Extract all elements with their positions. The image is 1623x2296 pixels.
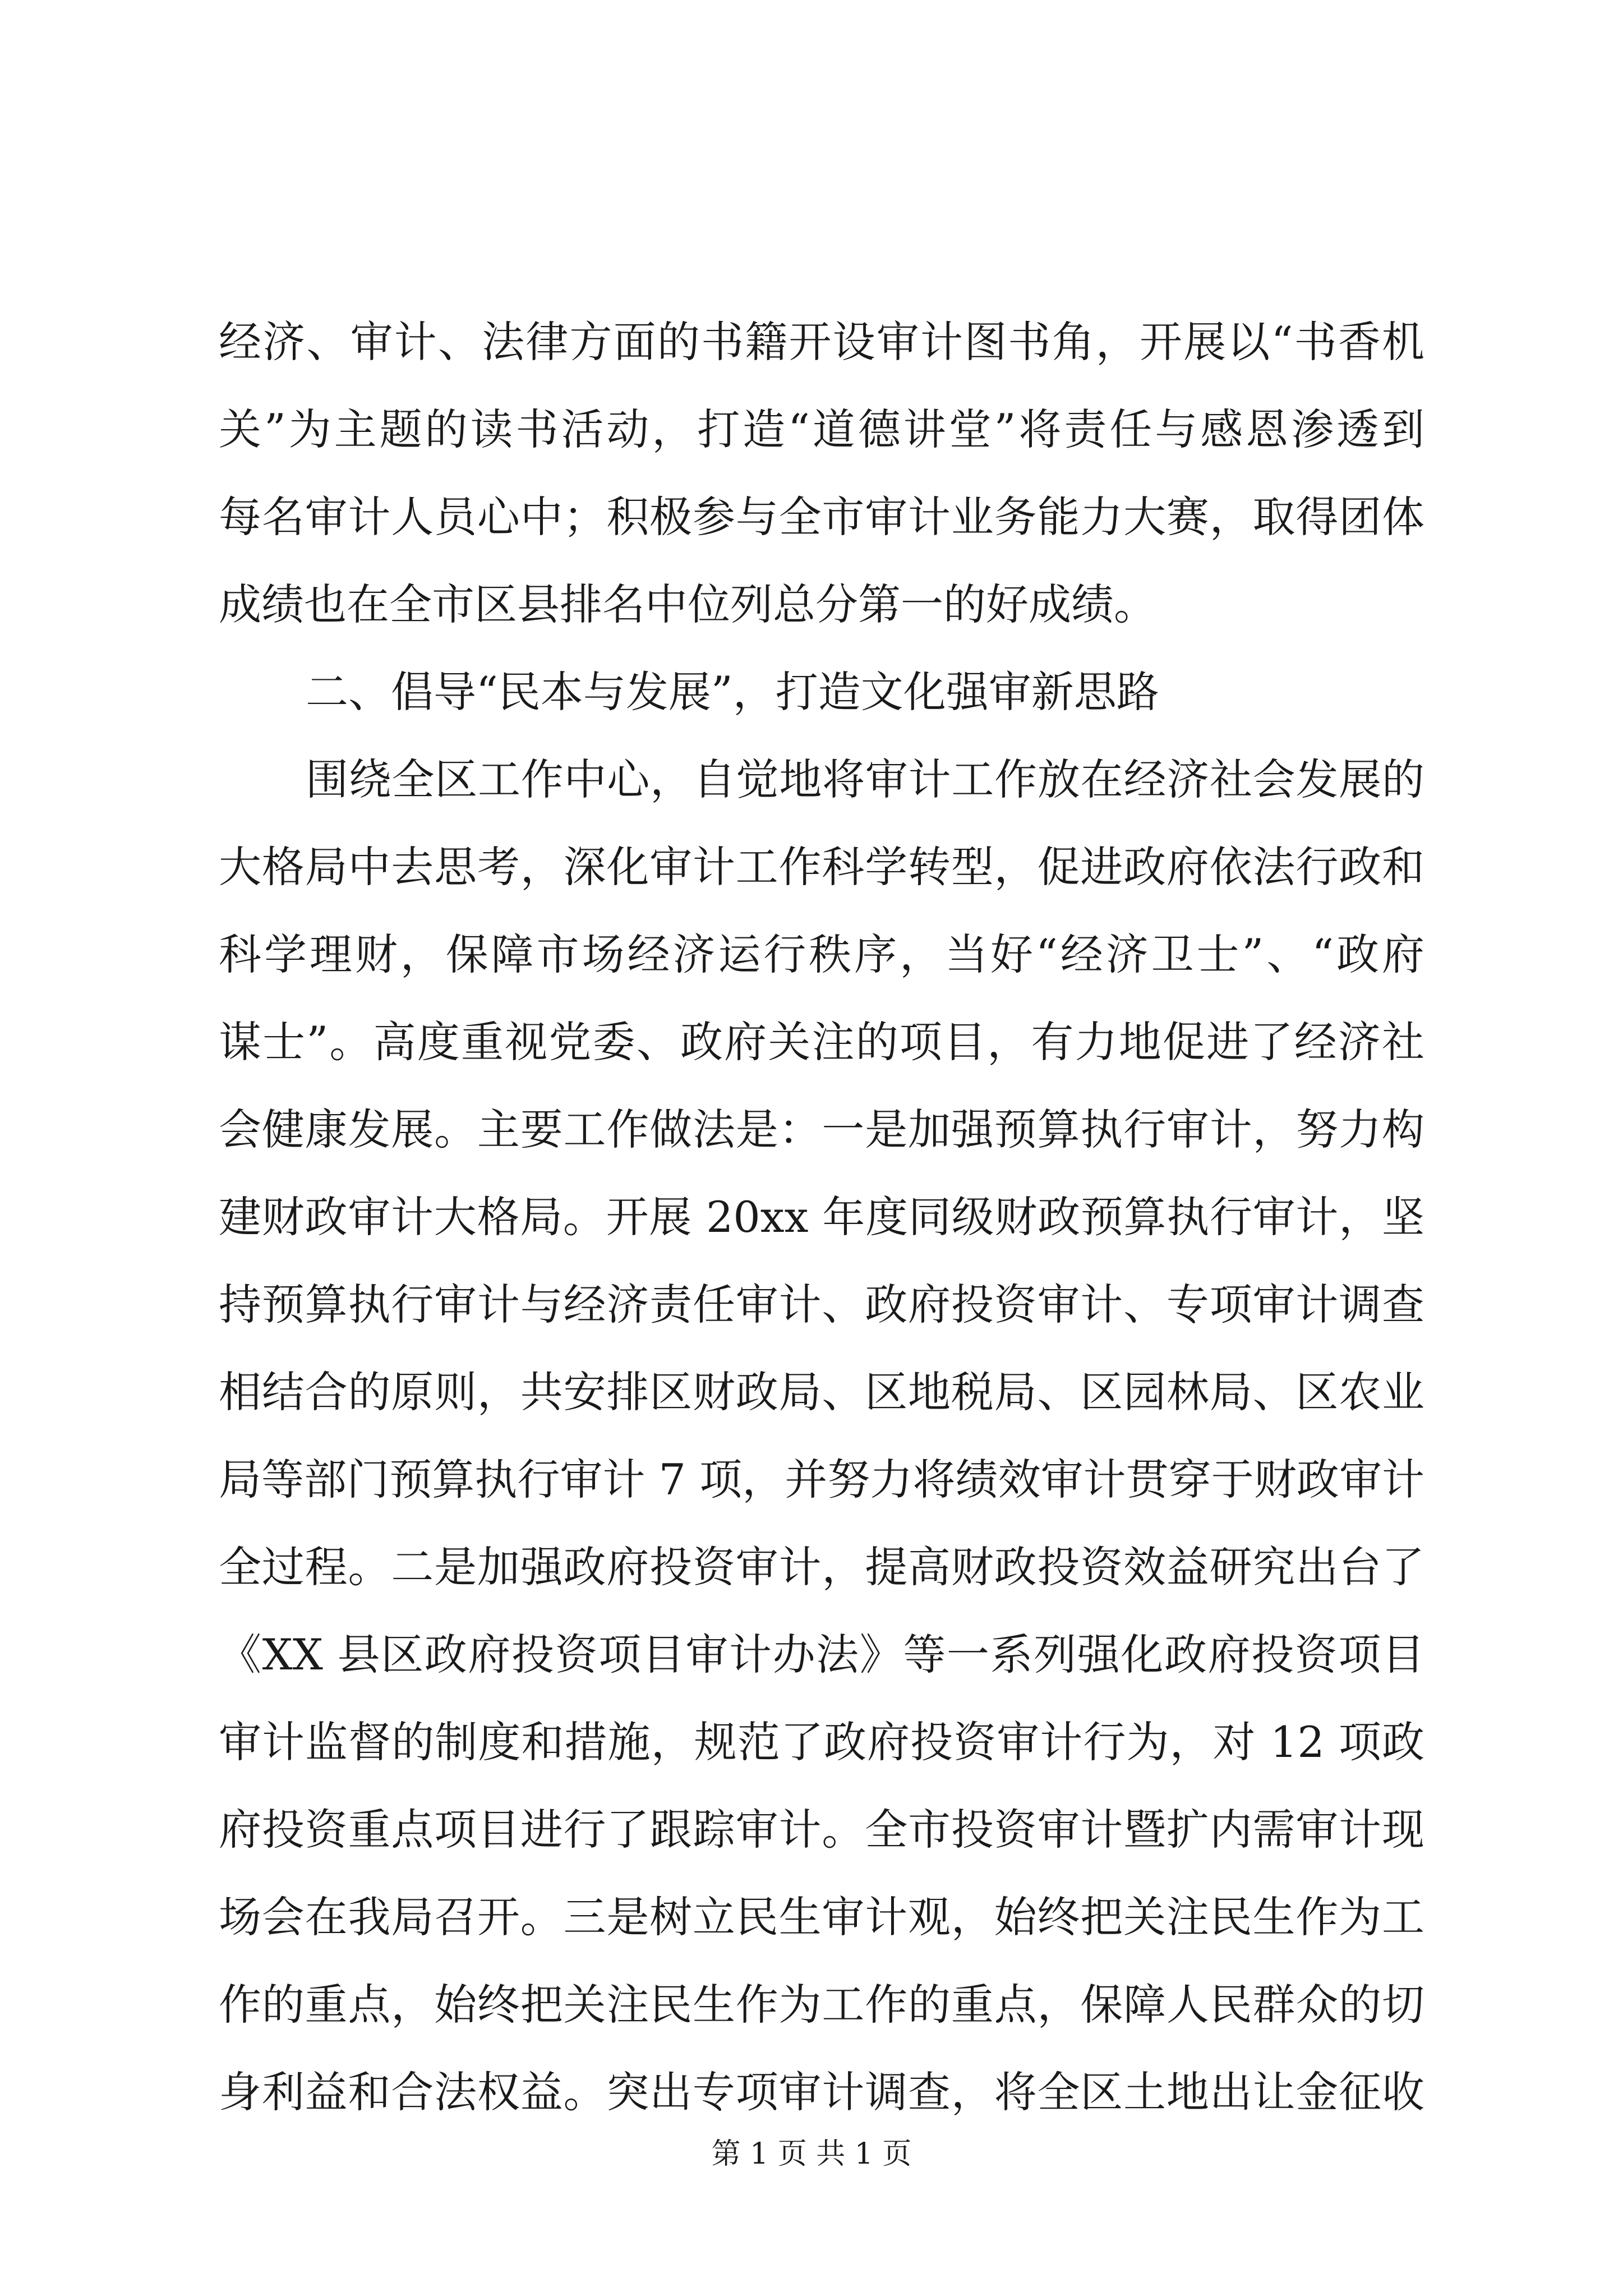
paragraph-line-8: 科学理财，保障市场经济运行秩序，当好“经济卫士”、“政府 [219,930,1424,979]
paragraph-line-6: 围绕全区工作中心，自觉地将审计工作放在经济社会发展的 [306,754,1424,804]
paragraph-line-13: 相结合的原则，共安排区财政局、区地税局、区园林局、区农业 [219,1367,1424,1417]
paragraph-line-17: 审计监督的制度和措施，规范了政府投资审计行为，对 12 项政 [219,1717,1424,1767]
paragraph-line-18: 府投资重点项目进行了跟踪审计。全市投资审计暨扩内需审计现 [219,1805,1424,1855]
paragraph-line-16: 《XX 县区政府投资项目审计办法》等一系列强化政府投资项目 [219,1630,1424,1680]
paragraph-line-2: 关”为主题的读书活动，打造“道德讲堂”将责任与感恩渗透到 [219,404,1424,454]
paragraph-line-1: 经济、审计、法律方面的书籍开设审计图书角，开展以“书香机 [219,317,1424,367]
paragraph-line-9: 谋士”。高度重视党委、政府关注的项目，有力地促进了经济社 [219,1017,1424,1067]
paragraph-line-4: 成绩也在全市区县排名中位列总分第一的好成绩。 [219,579,1156,629]
paragraph-line-19: 场会在我局召开。三是树立民生审计观，始终把关注民生作为工 [219,1892,1424,1942]
paragraph-line-12: 持预算执行审计与经济责任审计、政府投资审计、专项审计调查 [219,1280,1424,1329]
paragraph-line-14: 局等部门预算执行审计 7 项，并努力将绩效审计贯穿于财政审计 [219,1455,1424,1504]
section-heading: 二、倡导“民本与发展”，打造文化强审新思路 [306,667,1159,717]
paragraph-line-10: 会健康发展。主要工作做法是：一是加强预算执行审计，努力构 [219,1105,1424,1154]
page-footer: 第 1 页 共 1 页 [711,2137,912,2171]
paragraph-line-3: 每名审计人员心中；积极参与全市审计业务能力大赛，取得团体 [219,492,1424,542]
paragraph-line-21: 身利益和合法权益。突出专项审计调查，将全区土地出让金征收 [219,2067,1424,2117]
paragraph-line-15: 全过程。二是加强政府投资审计，提高财政投资效益研究出台了 [219,1542,1424,1592]
paragraph-line-20: 作的重点，始终把关注民生作为工作的重点，保障人民群众的切 [219,1980,1424,2030]
paragraph-line-11: 建财政审计大格局。开展 20xx 年度同级财政预算执行审计，坚 [219,1192,1424,1242]
paragraph-line-7: 大格局中去思考，深化审计工作科学转型，促进政府依法行政和 [219,842,1424,892]
